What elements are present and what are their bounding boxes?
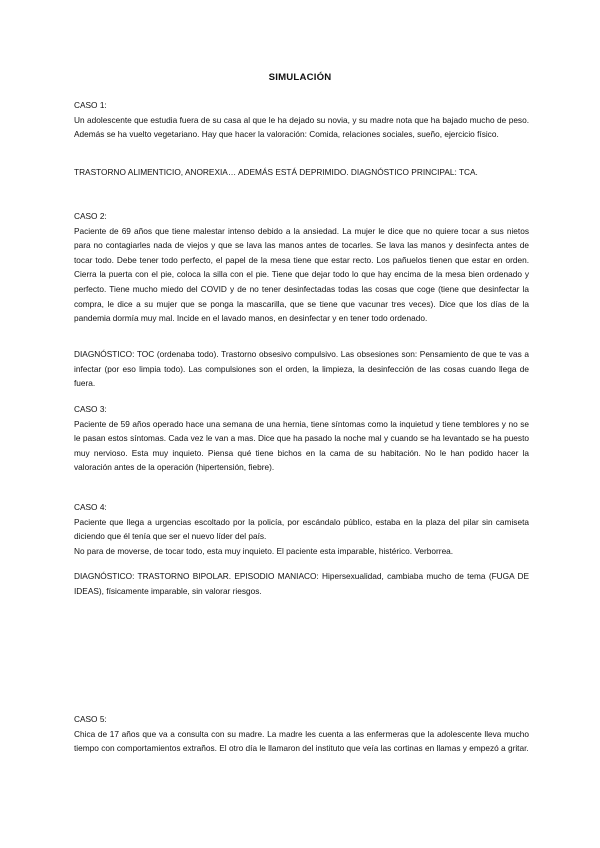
case-1-text: Un adolescente que estudia fuera de su casa al que le ha dejado su novia, y su madre nota que ha bajado mucho de peso. Además se ha vuelto vegetariano. Hay que hacer la valoración: Comida, relaciones sociales, sueño, ejercicio físico. bbox=[74, 114, 529, 140]
case-2 bbox=[74, 209, 529, 326]
case-3-label: CASO 3: bbox=[74, 404, 107, 414]
case-1-label: CASO 1: bbox=[74, 100, 107, 110]
case-2-diagnosis bbox=[74, 347, 529, 391]
case-2-text: Paciente de 69 años que tiene malestar intenso debido a la ansiedad. La mujer le dice que no quiere tocar a sus nietos para no contagiarles nada de viejos y que se lava las manos antes de tocarles. Se lava las manos y desinfecta antes de tocar todo. Debe tener todo perfecto, el papel de la mesa tiene que estar recto. Los pañuelos tienen que estar en orden. Cierra la puerta con el pie, coloca la silla con el pie. Tiene que dejar todo lo que hay encima de la mesa bien ordenado y perfecto. Tiene mucho miedo del COVID y de no tener desinfectadas todas las cosas que coge (tiene que desinfectar la compra, le dice a su mujer que se ponga la mascarilla, que se tiene que vacunar tres veces). Dice que los días de la pandemia dormía muy mal. Incide en el lavado manos, en desinfectar y en tener todo ordenado. bbox=[74, 225, 529, 324]
case-5 bbox=[74, 712, 529, 756]
case-4-diagnosis bbox=[74, 569, 529, 598]
case-4-diagnosis-text: DIAGNÓSTICO: TRASTORNO BIPOLAR. EPISODIO MANIACO: Hipersexualidad, cambiaba mucho de tema (FUGA DE IDEAS), físicamente imparable, sin valorar riesgos. bbox=[74, 571, 529, 596]
case-2-diagnosis-text: DIAGNÓSTICO: TOC (ordenaba todo). Trastorno obsesivo compulsivo. Las obsesiones son: Pensamiento de que te vas a infectar (por eso limpia todo). Las compulsiones son el orden, la limpieza, la desinfección de las cosas cuando llega de fuera. bbox=[74, 349, 529, 389]
case-4-label: CASO 4: bbox=[74, 502, 107, 512]
case-4-text: Paciente que llega a urgencias escoltado por la policía, por escándalo público, estaba en la plaza del pilar sin camiseta diciendo que él tenía que ser el nuevo líder del país. bbox=[74, 516, 529, 542]
case-1 bbox=[74, 98, 529, 142]
case-3 bbox=[74, 402, 529, 475]
case-1-diagnosis: TRASTORNO ALIMENTICIO, ANOREXIA… ADEMÁS ESTÁ DEPRIMIDO. DIAGNÓSTICO PRINCIPAL: TCA. bbox=[74, 167, 478, 177]
case-5-text: Chica de 17 años que va a consulta con su madre. La madre les cuenta a las enfermeras que la adolescente lleva mucho tiempo con comportamientos extraños. El otro día le llamaron del instituto que veía las cortinas en llamas y empezó a gritar. bbox=[74, 728, 529, 754]
page-title: SIMULACIÓN bbox=[268, 72, 332, 83]
case-5-label: CASO 5: bbox=[74, 714, 107, 724]
case-4 bbox=[74, 500, 529, 558]
case-4-text-2: No para de moverse, de tocar todo, esta muy inquieto. El paciente esta imparable, histérico. Verborrea. bbox=[74, 545, 454, 556]
case-2-label: CASO 2: bbox=[74, 211, 107, 221]
case-3-text: Paciente de 59 años operado hace una semana de una hernia, tiene síntomas como la inquietud y tiene temblores y no se le pasan estos síntomas. Cada vez le van a mas. Dice que ha pasado la noche mal y cuando se ha levantado se ha puesto muy nervioso. Esta muy inquieto. Piensa qué tiene bichos en la cama de su habitación. No le han podido hacer la valoración antes de la operación (hipertensión, fiebre). bbox=[74, 418, 529, 473]
